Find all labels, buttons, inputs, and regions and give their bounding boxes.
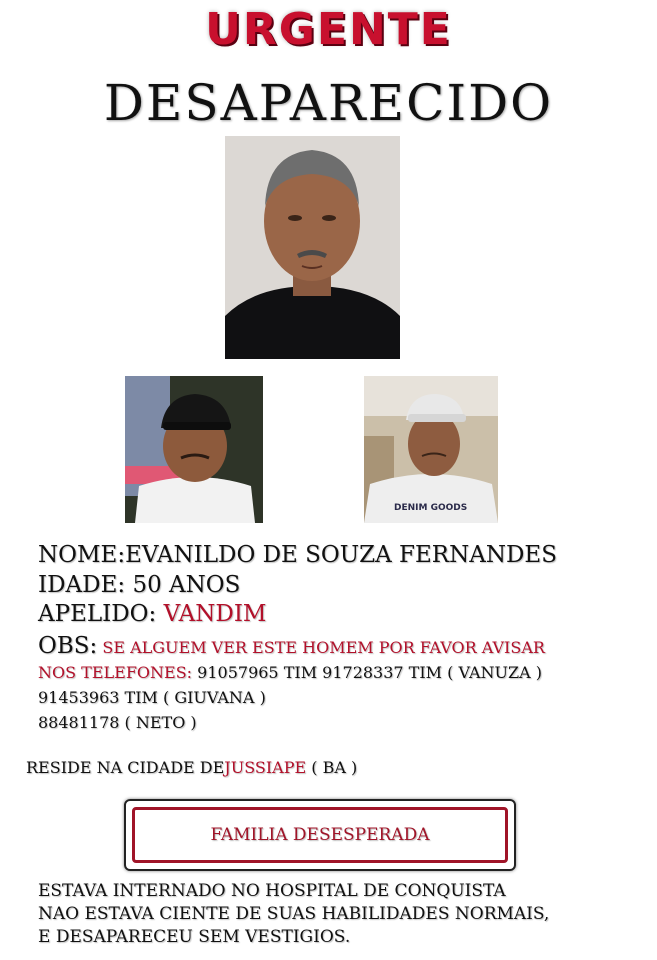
obs-text: SE ALGUEM VER ESTE HOMEM POR FAVOR AVISAR: [102, 638, 545, 657]
phones-line-2: 91453963 TIM ( GIUVANA ): [38, 688, 266, 707]
name-value: EVANILDO DE SOUZA FERNANDES: [125, 542, 557, 568]
residence-line: [26, 758, 357, 777]
family-banner-text: FAMILIA DESESPERADA: [210, 825, 430, 845]
family-banner-inner: [132, 807, 508, 863]
phones-line-3: 88481178 ( NETO ): [38, 713, 197, 732]
phones-label: NOS TELEFONES:: [38, 663, 193, 682]
family-banner: [124, 799, 516, 871]
footer-line-3: E DESAPARECEU SEM VESTIGIOS.: [38, 927, 351, 947]
phones-value-1: 91057965 TIM 91728337 TIM ( VANUZA ): [197, 663, 542, 682]
residence-city: JUSSIAPE: [224, 758, 307, 777]
nickname-value: VANDIM: [163, 601, 267, 627]
shirt-photo: [364, 376, 498, 523]
age-line: [38, 572, 240, 598]
footer-note: [38, 880, 549, 949]
footer-line-1: ESTAVA INTERNADO NO HOSPITAL DE CONQUISTA: [38, 881, 506, 901]
missing-heading: DESAPARECIDO: [103, 74, 554, 132]
phones-line-1: [38, 663, 542, 682]
obs-line: [38, 633, 545, 659]
age-value: 50 ANOS: [132, 572, 241, 598]
nickname-line: [38, 601, 266, 627]
residence-state: ( BA ): [306, 758, 358, 777]
urgent-heading: URGENTE: [205, 4, 452, 55]
name-line: [38, 542, 557, 568]
name-label: NOME:: [38, 542, 126, 568]
main-portrait-photo: [225, 136, 400, 359]
nickname-label: APELIDO:: [38, 601, 157, 627]
footer-line-2: NAO ESTAVA CIENTE DE SUAS HABILIDADES NORMAIS,: [38, 904, 550, 924]
shirt-print-text: DENIM GOODS: [394, 503, 468, 513]
obs-label: OBS:: [38, 633, 98, 659]
residence-label: RESIDE NA CIDADE DE: [26, 758, 225, 777]
cap-photo: [125, 376, 263, 523]
age-label: IDADE:: [38, 572, 126, 598]
